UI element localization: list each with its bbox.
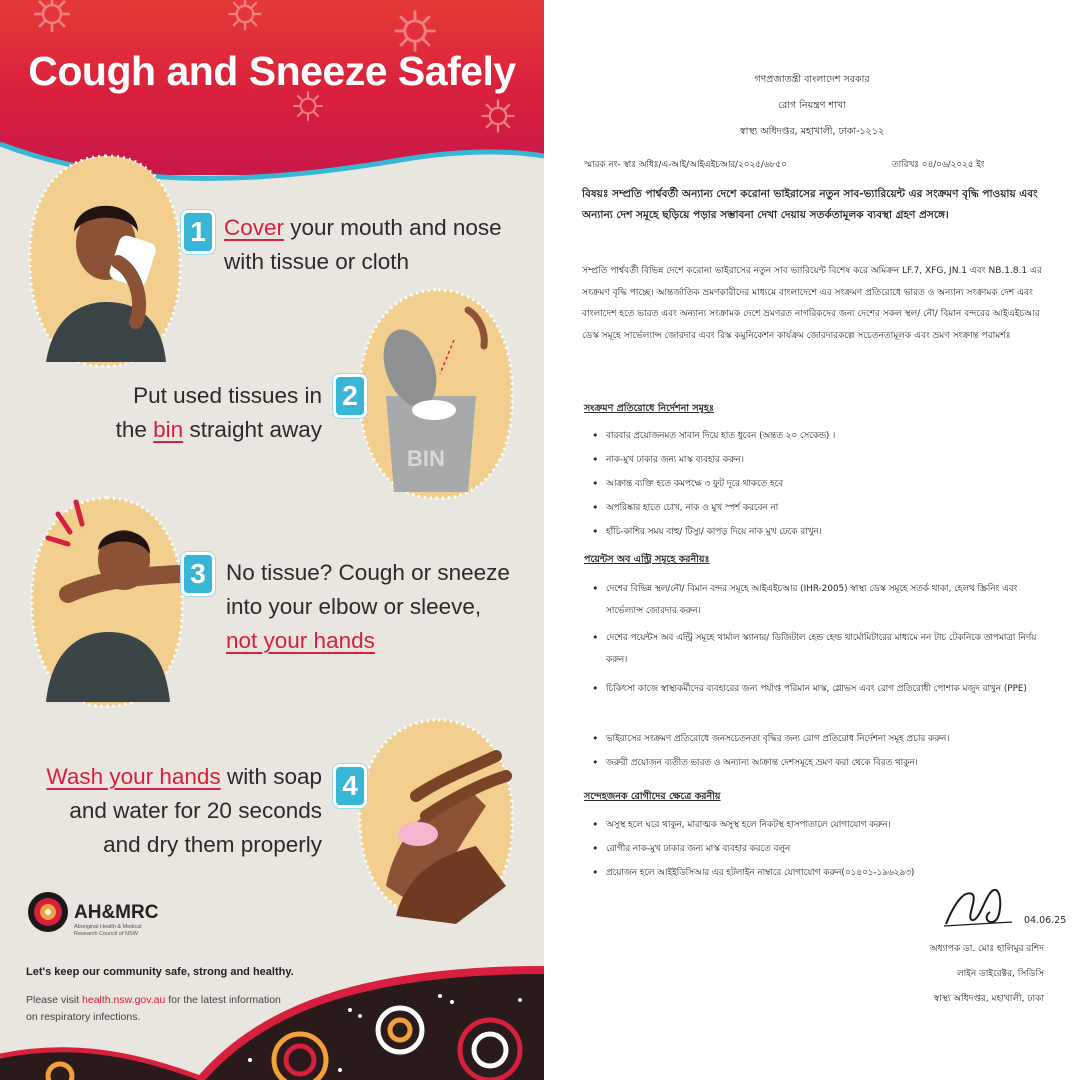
poster-tagline: Let's keep our community safe, strong and healthy. xyxy=(26,966,294,978)
signatory-designation: লাইন ডাইরেক্টর, সিডিসি xyxy=(956,969,1044,979)
list-item: • নাক-মুখ ঢাকার জন্য মাস্ক ব্যবহার করুন। xyxy=(606,449,1052,471)
washing-hands-illustration xyxy=(356,716,516,924)
government-letter xyxy=(544,0,1080,1080)
section-title-suspected-patients: সন্দেহজনক রোগীদের ক্ষেত্রে করনীয় xyxy=(584,791,721,802)
signatory-office: স্বাস্থ্য অধিদপ্তর, মহাখালী, ঢাকা xyxy=(933,994,1044,1004)
person-covering-face-illustration xyxy=(26,152,184,372)
signature-mark xyxy=(942,884,1022,930)
signatory-name: অধ্যাপক ডা. মোঃ হালিমুর রশিদ xyxy=(929,944,1044,954)
list-item: • চিকিৎসা কাজে স্বাস্থ্যকর্মীদের ব্যবহারের জন্য পর্যাপ্ত পরিমান মাস্ক, গ্লোভস এবং রোগ প্রতিরোধী পোশাক মজুদ রাখুন (PPE) xyxy=(606,678,1052,700)
bin-label: BIN xyxy=(407,446,445,471)
section-title-points-of-entry: পয়েন্টস অব এন্ট্রি সমূহে করনীয়ঃ xyxy=(584,554,710,565)
step-number-1: 1 xyxy=(181,210,215,254)
ahmrc-logo-icon xyxy=(26,890,70,934)
list-item: • প্রয়োজন হলে আইইডিসিআর এর হটলাইন নাম্বারে যোগাযোগ করুন(০১৪০১-১৯৬২৯৩) xyxy=(606,862,1052,884)
virus-icon xyxy=(225,0,265,34)
health-website-link[interactable]: health.nsw.gov.au xyxy=(82,994,166,1006)
step-number-4: 4 xyxy=(333,764,367,808)
list-item: • হাঁচি-কাশির সময় বাহু/ টিস্যু/ কাপড় দিয়ে নাক মুখ ঢেকে রাখুন। xyxy=(606,521,1052,543)
letter-intro-paragraph: সম্প্রতি পার্শ্ববর্তী বিভিন্ন দেশে করোনা ভাইরাসের নতুন সাব ভ্যারিয়েন্ট বিশেষ করে অমিক্রন LF.7, XFG, JN.1 এবং NB.1.8.1 এর সংক্রমণ বৃদ্ধি পাচ্ছে। আন্তর্জাতিক ভ্রমণকারীদের মাধ্যমে বাংলাদেশে এর সংক্রমণ প্রতিরোধে ভারত ও অন্যান্য সংক্রামক দেশ এবং বাংলাদেশ হতে ভারত এবং অন্যান্য সংক্রামক দেশে ভ্রমণরত নাগরিকদের জন্য দেশের সকল স্থল/ নৌ/ বিমান বন্দরের আইএইচআর ডেস্ক সমূহে সার্ভেল্যান্স জোরদার এবং রিস্ক কমুনিকেশন কার্যক্রম জোরদারকল্পে সচেতনতামূলক এবং ভ্রমণ সংক্রান্ত পরামর্শঃ xyxy=(582,266,1042,341)
bin-illustration xyxy=(356,286,516,504)
list-item: • দেশের বিভিন্ন স্থল/নৌ/ বিমান বন্দর সমূহে আইএইচআর (IHR-2005) স্বাস্থ্য ডেস্ক সমূহে সতর্ক থাকা, হেলথ স্ক্রিনিং এবং সার্ভেল্যান্স জোরদার করুন। xyxy=(606,578,1052,622)
ahmrc-logo-text: AH&MRC xyxy=(74,902,159,923)
step-4-text: Wash your hands with soap and water for 20 seconds and dry them properly xyxy=(46,764,322,857)
signature-date: 04.06.25 xyxy=(1024,915,1067,926)
memo-number: স্মারক নং- স্বাঃ অধিঃ/এ-আই/আইএইচআর/২০২৫/৬৮৫০ xyxy=(584,160,787,170)
list-item: • দেশের পয়েন্টস অব এন্ট্রি সমূহে থার্মাল স্ক্যানার/ ডিজিটাল হেন্ড হেল্ড থার্মোমিটারের মাধ্যমে নন টাচ টেকনিকে তাপমাত্রা নির্ণয় করুন। xyxy=(606,627,1052,671)
step-3-text: No tissue? Cough or sneeze into your elbow or sleeve, not your hands xyxy=(226,560,510,653)
visit-info: Please visit health.nsw.gov.au for the latest information on respiratory infections. xyxy=(26,994,281,1023)
step-1-text: Cover your mouth and nose with tissue or cloth xyxy=(224,215,502,274)
list-item: • অপরিষ্কার হাতে চোখ, নাক ও মুখ স্পর্শ করবেন না xyxy=(606,497,1052,519)
virus-icon xyxy=(30,0,74,36)
letter-header-line-2: রোগ নিয়ন্ত্রণ শাখা xyxy=(778,100,846,111)
letter-header-line-1: গণপ্রজাতন্ত্রী বাংলাদেশ সরকার xyxy=(754,74,870,85)
letter-header-line-3: স্বাস্থ্য অধিদপ্তর, মহাখালী, ঢাকা-১২১২ xyxy=(739,126,885,137)
person-sneezing-into-elbow-illustration xyxy=(28,494,186,712)
step-number-3: 3 xyxy=(181,552,215,596)
letter-subject: বিষয়ঃ সম্প্রতি পার্শ্ববর্তী অন্যান্য দেশে করোনা ভাইরাসের নতুন সাব-ভ্যারিয়েন্ট এর সংক্রমণ বৃদ্ধি পাওয়ায় এবং অন্যান্য দেশ সমূহে ছড়িয়ে পড়ার সম্ভাবনা দেখা দেয়ায় সতর্কতামূলক ব্যবস্থা গ্রহণ প্রসঙ্গে। xyxy=(582,188,1038,221)
letter-date: তারিখঃ ০৪/০৬/২০২৫ ইং xyxy=(892,160,985,170)
aboriginal-art-footer xyxy=(0,950,544,1080)
step-2-text: Put used tissues in the bin straight away xyxy=(115,383,322,442)
step-number-2: 2 xyxy=(333,374,367,418)
section-title-prevention: সংক্রমণ প্রতিরোধে নির্দেশনা সমূহঃ xyxy=(584,403,714,414)
list-item: • জরুরী প্রয়োজন ব্যতীত ভারত ও অন্যান্য আক্রান্ত দেশসমূহে ভ্রমণ করা থেকে বিরত থাকুন। xyxy=(606,752,1052,774)
list-item: • অসুস্থ হলে ঘরে থাকুন, মারাত্মক অসুস্থ হলে নিকটস্থ হাসপাতালে যোগাযোগ করুন। xyxy=(606,814,1052,836)
list-item: • রোগীর নাক-মুখ ঢাকার জন্য মাস্ক ব্যবহার করতে বলুন xyxy=(606,838,1052,860)
list-item: • ভাইরাসের সংক্রমণ প্রতিরোধে জনসচেতনতা বৃদ্ধির জন্য রোগ প্রতিরোধ নির্দেশনা সমূহ প্রচার করুন। xyxy=(606,728,1052,750)
poster-title: Cough and Sneeze Safely xyxy=(28,48,516,94)
ahmrc-logo-subtitle: Aboriginal Health & Medical Research Council of NSW xyxy=(74,924,142,937)
list-item: • বারবার প্রয়োজনমত সাবান দিয়ে হাত ধুবেন (অন্তত ২০ সেকেন্ড) । xyxy=(606,425,1052,447)
list-item: • আক্রান্ত ব্যক্তি হতে কমপক্ষে ৩ ফুট দূরে থাকতে হবে xyxy=(606,473,1052,495)
